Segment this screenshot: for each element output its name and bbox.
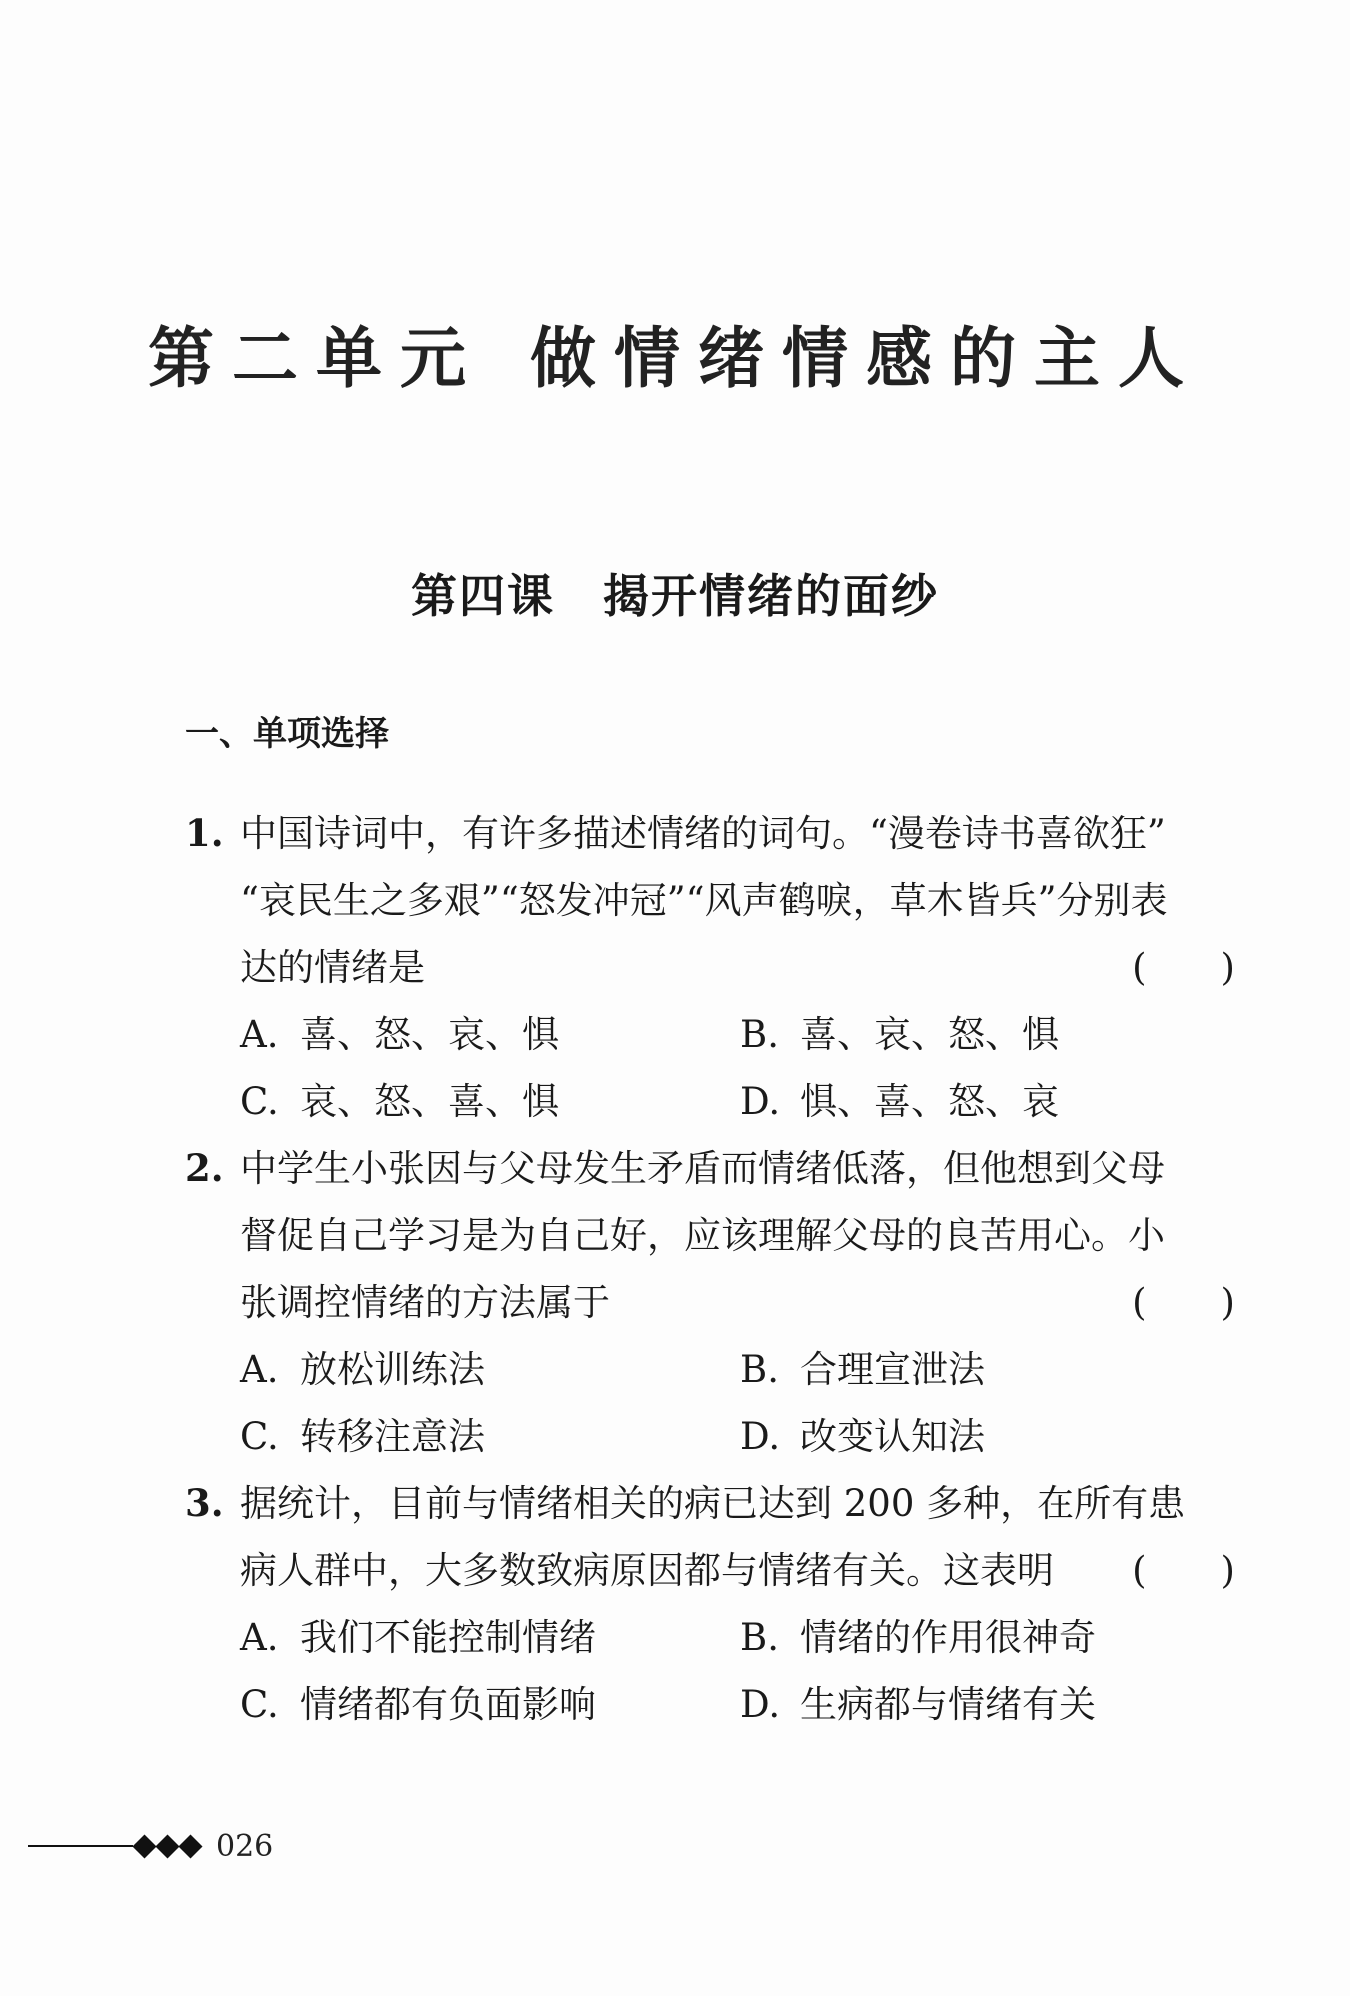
question-3 [185,1470,1235,1738]
option-b: B. 合理宣泄法 [740,1348,985,1391]
answer-blank: ( ) [1132,946,1235,989]
option-b: B. 喜、哀、怒、惧 [740,1013,1059,1056]
option-a: A. 我们不能控制情绪 [240,1616,596,1659]
unit-label: 第二单元 [148,319,484,397]
option-c: C. 情绪都有负面影响 [240,1683,596,1726]
question-text-line: 病人群中，大多数致病原因都与情绪有关。这表明 [240,1549,1054,1592]
question-list [185,800,1235,1738]
question-text-line: 张调控情绪的方法属于 [240,1281,610,1324]
option-c: C. 哀、怒、喜、惧 [240,1080,559,1123]
question-2 [185,1135,1235,1470]
option-c: C. 转移注意法 [240,1415,485,1458]
page-number: 026 [216,1828,274,1864]
section-heading: 一、单项选择 [185,714,389,754]
question-text-line: 达的情绪是 [240,946,425,989]
question-text-line: 督促自己学习是为自己好，应该理解父母的良苦用心。小 [240,1214,1165,1257]
question-number: 3. [185,1481,224,1525]
page-footer [28,1826,273,1866]
lesson-title [0,560,1350,626]
option-a: A. 放松训练法 [240,1348,485,1391]
option-d: D. 改变认知法 [740,1415,985,1458]
question-number: 2. [185,1146,224,1190]
answer-blank: ( ) [1132,1281,1235,1324]
option-d: D. 生病都与情绪有关 [740,1683,1096,1726]
question-text-line: “哀民生之多艰”“怒发冲冠”“风声鹤唳，草木皆兵”分别表 [240,879,1168,922]
option-d: D. 惧、喜、怒、哀 [740,1080,1059,1123]
option-a: A. 喜、怒、哀、惧 [240,1013,559,1056]
unit-name: 做情绪情感的主人 [530,319,1202,397]
question-text-line: 中学生小张因与父母发生矛盾而情绪低落，但他想到父母 [240,1147,1165,1190]
question-text-line: 据统计，目前与情绪相关的病已达到 200 多种，在所有患 [240,1482,1186,1525]
footer-rule [28,1845,133,1847]
question-1 [185,800,1235,1135]
lesson-name: 揭开情绪的面纱 [603,569,939,623]
answer-blank: ( ) [1132,1549,1235,1592]
option-b: B. 情绪的作用很神奇 [740,1616,1096,1659]
lesson-label: 第四课 [411,569,555,623]
unit-title [0,305,1350,400]
question-number: 1. [185,811,224,855]
question-text-line: 中国诗词中，有许多描述情绪的词句。“漫卷诗书喜欲狂” [240,812,1166,855]
triple-diamond-icon [133,1838,202,1855]
